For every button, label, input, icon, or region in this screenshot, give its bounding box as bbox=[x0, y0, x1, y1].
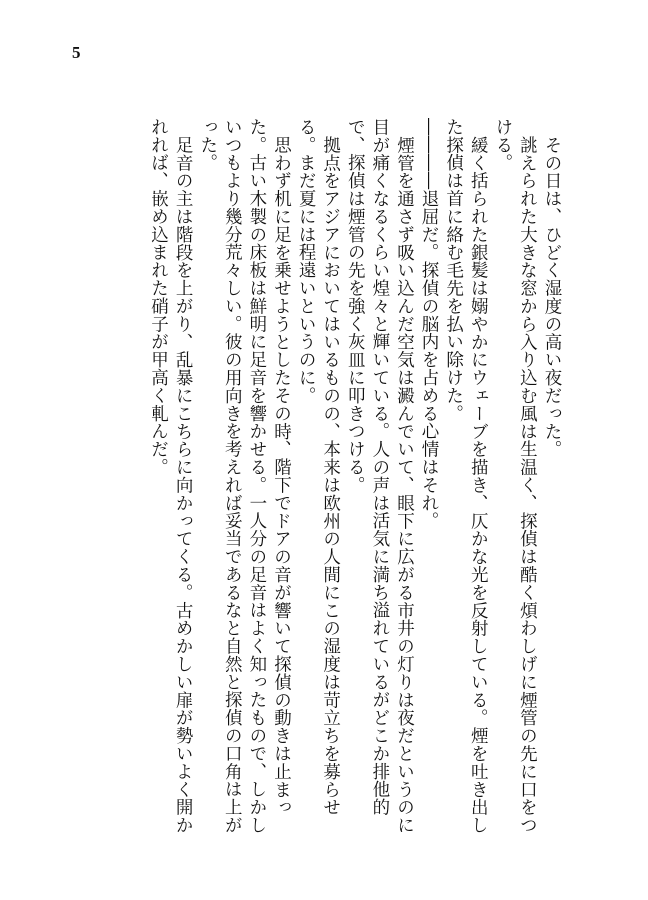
paragraph: ――――退屈だ。探偵の脳内を占める心情はそれ。 bbox=[419, 118, 440, 530]
paragraph: 思わず机に足を乗せようとしたその時、階下でドアの音が響いて探偵の動きは止まった。古い木製の床板は鮮明に足音を響かせる。一人分の足音はよく知ったもので、しかしいつもより幾分荒々しい。彼の用向きを考えれば妥当であるなと自然と探偵の口角は上がった。 bbox=[197, 118, 292, 834]
paragraph: 拠点をアジアにおいてはいるものの、本来は欧州の人間にこの湿度は苛立ちを募らせる。まだ夏には程遠いというのに。 bbox=[296, 118, 341, 816]
paragraph: 誂えられた大きな窓から入り込む風は生温く、探偵は酷く煩わしげに煙管の先に口をつける。 bbox=[492, 118, 538, 834]
paragraph: 煙管を通さず吸い込んだ空気は澱んでいて、眼下に広がる市井の灯りは夜だというのに目が痛くなるくらい煌々と輝いている。人の声は活気に満ち溢れているがどこか排他的で、探偵は煙管の先を強く灰皿に叩きつける。 bbox=[345, 118, 415, 834]
page-number: 5 bbox=[72, 43, 81, 62]
body-text bbox=[64, 118, 564, 848]
paragraph: 緩く括られた銀髪は嫋やかにウェーブを描き、仄かな光を反射している。煙を吐き出した探偵は首に絡む毛先を払い除けた。 bbox=[443, 118, 489, 834]
paragraph: 足音の主は階段を上がり、乱暴にこちらに向かってくる。古めかしい扉が勢いよく開かれれば、嵌め込まれた硝子が甲高く軋んだ。 bbox=[148, 118, 194, 834]
paragraph: その日は、ひどく湿度の高い夜だった。 bbox=[542, 135, 562, 458]
